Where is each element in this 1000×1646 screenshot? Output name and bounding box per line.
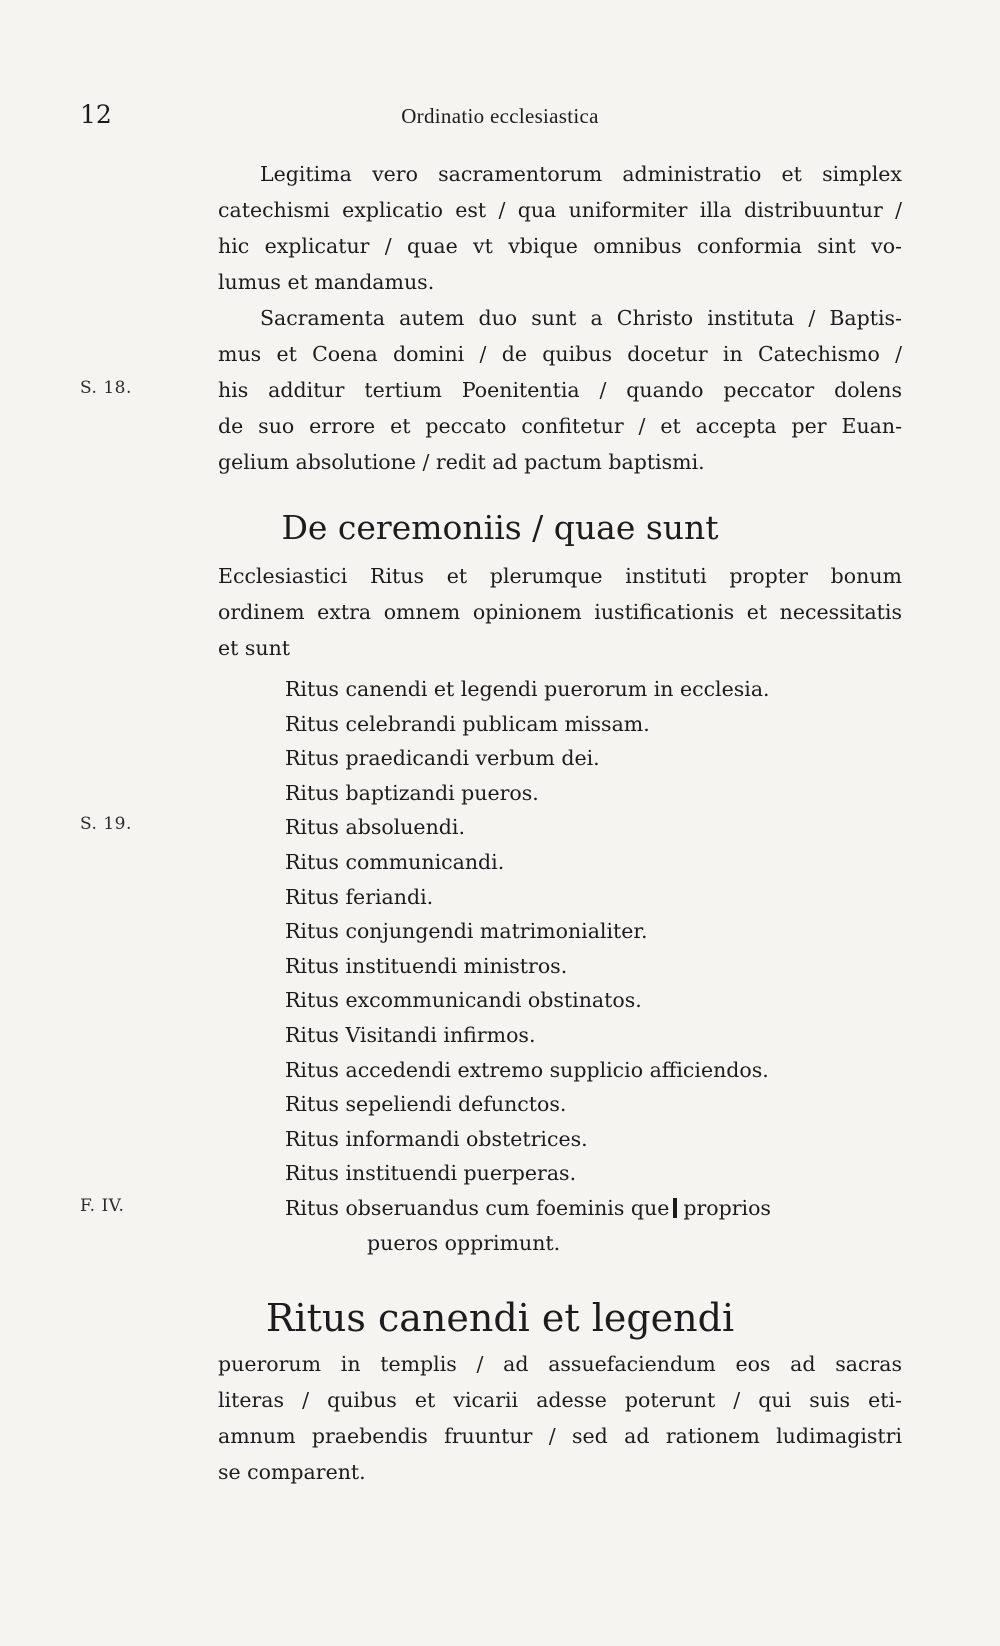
text-line: hic explicatur / quae vt vbique omnibus conformia sint vo-	[218, 234, 902, 258]
list-item: Ritus feriandi.	[285, 884, 434, 909]
paragraph-ecclesiastici	[218, 558, 902, 666]
list-item-continuation: pueros opprimunt.	[367, 1230, 561, 1255]
list-item: Ritus Visitandi infirmos.	[285, 1022, 536, 1047]
list-item: Ritus celebrandi publicam missam.	[285, 711, 650, 736]
text-line: lumus et mandamus.	[218, 270, 435, 294]
last-rite-text: Ritus obseruandus cum foeminis que	[285, 1195, 670, 1220]
line-break-marker	[673, 1198, 677, 1218]
margin-note-s19: S. 19.	[80, 814, 132, 834]
text-line: gelium absolutione / redit ad pactum baptismi.	[218, 450, 705, 474]
text-line: amnum praebendis fruuntur / sed ad rationem ludimagistri	[218, 1424, 902, 1448]
last-rite-text-end: proprios	[683, 1195, 771, 1220]
text-line: literas / quibus et vicarii adesse poterunt / qui suis eti-	[218, 1388, 902, 1412]
list-item: Ritus baptizandi pueros.	[285, 780, 539, 805]
text-line: se comparent.	[218, 1460, 366, 1484]
list-item: Ritus instituendi ministros.	[285, 953, 568, 978]
list-item: Ritus instituendi puerperas.	[285, 1161, 577, 1186]
list-item: Ritus conjungendi matrimonialiter.	[285, 919, 648, 944]
list-item: Ritus communicandi.	[285, 849, 505, 874]
rites-list	[285, 672, 905, 1260]
paragraph-legitima	[218, 156, 902, 300]
text-line: ordinem extra omnem opinionem iustificationis et necessitatis	[218, 600, 902, 624]
list-item: Ritus excommunicandi obstinatos.	[285, 988, 642, 1013]
paragraph-sacramenta	[218, 300, 902, 480]
list-item-last-rite	[285, 1191, 905, 1226]
running-title: Ordinatio ecclesiastica	[401, 104, 599, 128]
text-line: Ecclesiastici Ritus et plerumque instituti propter bonum	[218, 564, 902, 588]
list-item: Ritus sepeliendi defunctos.	[285, 1092, 567, 1117]
list-item: Ritus canendi et legendi puerorum in ecclesia.	[285, 677, 770, 701]
paragraph-puerorum	[218, 1346, 902, 1490]
text-line: his additur tertium Poenitentia / quando peccator dolens	[218, 378, 902, 402]
margin-note-f4: F. IV.	[80, 1196, 125, 1216]
list-item: Ritus absoluendi.	[285, 815, 465, 840]
page-number: 12	[80, 100, 112, 129]
list-item: Ritus praedicandi verbum dei.	[285, 746, 600, 771]
list-item: Ritus informandi obstetrices.	[285, 1126, 588, 1151]
text-line: Legitima vero sacramentorum administratio et simplex	[260, 162, 902, 186]
text-line: de suo errore et peccato confitetur / et accepta per Euan-	[218, 414, 902, 438]
margin-note-s18: S. 18.	[80, 378, 132, 398]
section-heading-ceremoniis: De ceremoniis / quae sunt	[281, 508, 719, 547]
text-line: Sacramenta autem duo sunt a Christo instituta / Baptis-	[260, 306, 902, 330]
text-line: puerorum in templis / ad assuefaciendum eos ad sacras	[218, 1352, 902, 1376]
text-line: mus et Coena domini / de quibus docetur in Catechismo /	[218, 342, 902, 366]
list-item: Ritus accedendi extremo supplicio afficiendos.	[285, 1057, 769, 1082]
text-line: et sunt	[218, 636, 291, 660]
text-line: catechismi explicatio est / qua uniformiter illa distribuuntur /	[218, 198, 902, 222]
section-heading-ritus-canendi: Ritus canendi et legendi	[265, 1296, 735, 1340]
